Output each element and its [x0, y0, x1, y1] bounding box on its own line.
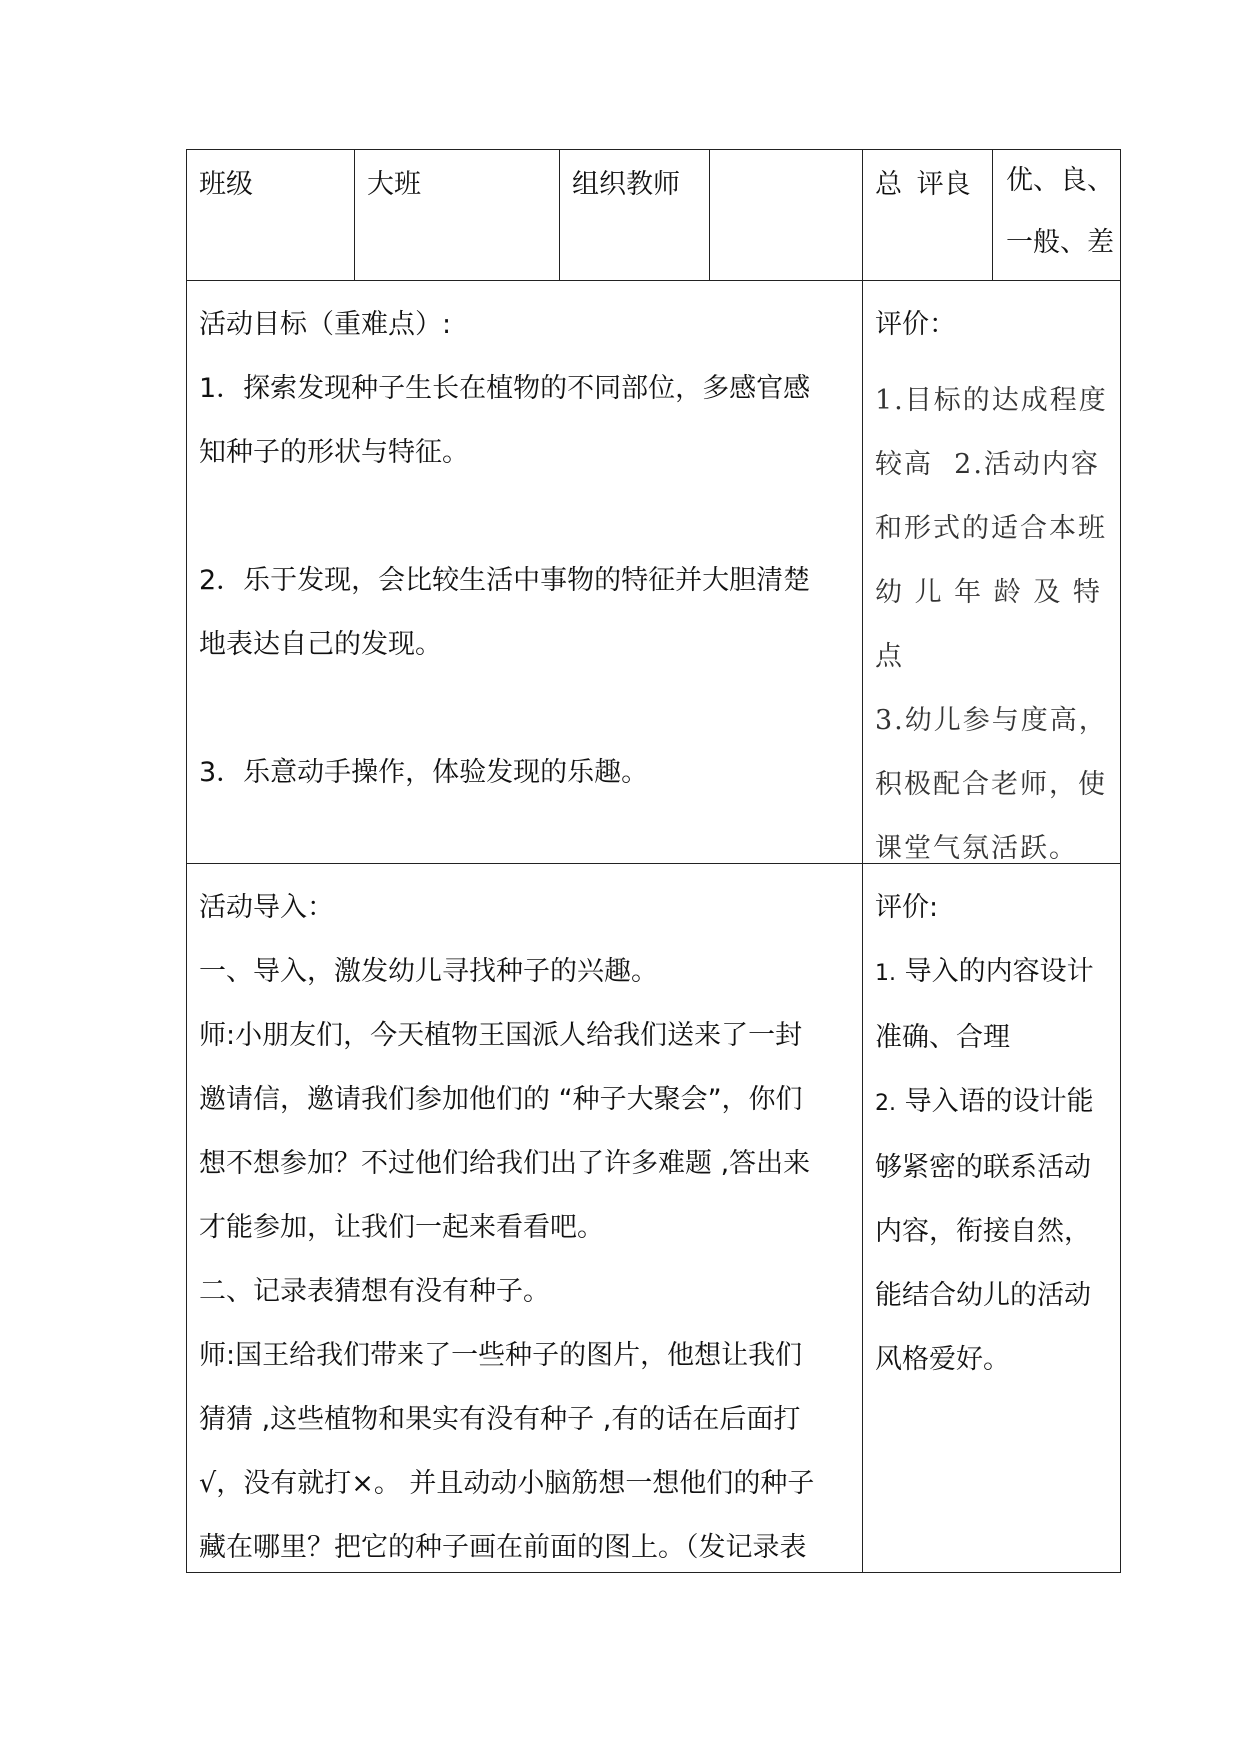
intro-line: √，没有就打×。 并且动动小脑筋想一想他们的种子: [199, 1468, 815, 1499]
intro-line: 才能参加，让我们一起来看看吧。: [199, 1212, 604, 1243]
objectives-eval-line: 积极配合老师，使: [875, 769, 1107, 800]
class-value: 大班: [355, 150, 560, 280]
teacher-value: [710, 150, 863, 280]
intro-eval-item2-text: 导入语的设计能: [896, 1086, 1094, 1117]
objective-1-line2: 知种子的形状与特征。: [199, 437, 469, 468]
intro-line: 二、记录表猜想有没有种子。: [199, 1276, 550, 1307]
intro-eval-line: 内容，衔接自然，: [875, 1216, 1091, 1247]
intro-line: 师:小朋友们，今天植物王国派人给我们送来了一封: [199, 1020, 803, 1051]
objectives-title: 活动目标（重难点）:: [199, 309, 452, 340]
intro-line: 师:国王给我们带来了一些种子的图片，他想让我们: [199, 1340, 803, 1371]
teacher-label: 组织教师: [560, 150, 710, 280]
intro-row: [187, 864, 1120, 1572]
objectives-eval-title: 评价：: [875, 309, 956, 340]
intro-line: 想不想参加？不过他们给我们出了许多难题 ,答出来: [199, 1148, 811, 1179]
intro-line: 藏在哪里？把它的种子画在前面的图上。（发记录表: [199, 1532, 807, 1563]
objectives-eval-body: [875, 369, 1113, 863]
objectives-eval-line: 较高 2.活动内容: [875, 449, 1100, 480]
intro-cell: [187, 864, 863, 1572]
objectives-eval-line: 1.目标的达成程度: [875, 385, 1108, 416]
intro-title: 活动导入：: [199, 892, 334, 923]
intro-line: 一、导入，激发幼儿寻找种子的兴趣。: [199, 956, 658, 987]
intro-eval-line: 风格爱好。: [875, 1344, 1010, 1375]
intro-eval-item2-number: 2.: [875, 1091, 896, 1116]
intro-eval-item1-number: 1.: [875, 961, 896, 986]
objective-2-line2: 地表达自己的发现。: [199, 629, 442, 660]
objectives-eval-line: 课堂气氛活跃。: [875, 833, 1078, 863]
rating-options-line2: 一般、差: [1006, 227, 1114, 258]
header-row: [187, 150, 1120, 281]
lesson-plan-table: [186, 149, 1121, 1573]
intro-eval-line: 够紧密的联系活动: [875, 1152, 1091, 1183]
intro-eval-item1-text: 导入的内容设计: [896, 956, 1094, 987]
intro-line: 邀请信，邀请我们参加他们的 “种子大聚会”，你们: [199, 1084, 803, 1115]
objective-2-line1: 2．乐于发现，会比较生活中事物的特征并大胆清楚: [199, 565, 811, 596]
objectives-eval-cell: [863, 281, 1122, 863]
class-label: 班级: [187, 150, 355, 280]
intro-eval-cell: [863, 864, 1122, 1572]
intro-eval-title: 评价:: [875, 892, 939, 923]
spacer: [199, 485, 850, 549]
rating-options: [993, 150, 1122, 280]
rating-options-line1: 优、良、: [1006, 165, 1114, 196]
intro-eval-line: 能结合幼儿的活动: [875, 1280, 1091, 1311]
objective-3: 3．乐意动手操作，体验发现的乐趣。: [199, 757, 649, 788]
objectives-eval-line: 幼 儿 年 龄 及 特 点: [875, 577, 1113, 672]
objectives-row: [187, 281, 1120, 864]
intro-eval-item2: [875, 1070, 1110, 1136]
objectives-eval-line: 3.幼儿参与度高，: [875, 705, 1108, 736]
intro-eval-item1: [875, 940, 1110, 1006]
spacer: [199, 677, 850, 741]
rating-label: 总 评良: [863, 150, 993, 280]
intro-line: 猜猜 ,这些植物和果实有没有种子 ,有的话在后面打: [199, 1404, 801, 1435]
intro-eval-item1-line2: 准确、合理: [875, 1022, 1010, 1053]
objective-1-line1: 1．探索发现种子生长在植物的不同部位，多感官感: [199, 373, 811, 404]
objectives-cell: [187, 281, 863, 863]
objectives-eval-line: 和形式的适合本班: [875, 513, 1107, 544]
